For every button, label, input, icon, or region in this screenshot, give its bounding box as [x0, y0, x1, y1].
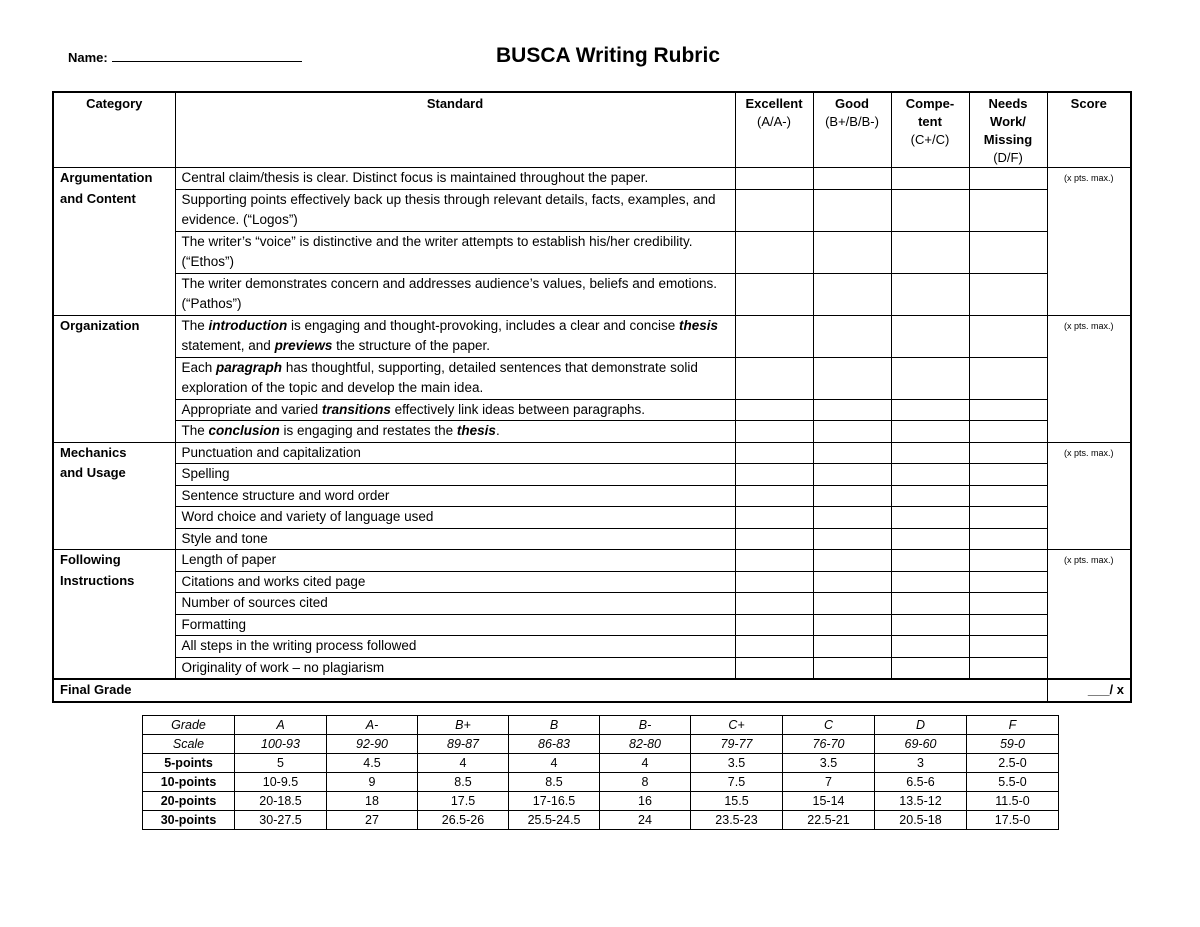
needs-work-cell[interactable]	[969, 273, 1047, 315]
scale-cell: 16	[600, 792, 691, 811]
scale-cell: 79-77	[691, 735, 783, 754]
excellent-cell[interactable]	[735, 464, 813, 486]
needs-work-cell[interactable]	[969, 189, 1047, 231]
competent-cell[interactable]	[891, 357, 969, 399]
category-label: Organization	[60, 317, 140, 333]
scale-cell: 23.5-23	[691, 811, 783, 830]
good-cell[interactable]	[813, 273, 891, 315]
scale-row-label: Grade	[143, 716, 235, 735]
category-mechanics	[53, 442, 175, 550]
standard-text: Spelling	[175, 464, 735, 486]
good-cell[interactable]	[813, 421, 891, 443]
excellent-grades: (A/A-)	[757, 114, 791, 129]
standard-text: Citations and works cited page	[175, 571, 735, 593]
rubric-row	[53, 189, 1131, 231]
good-cell[interactable]	[813, 442, 891, 464]
scale-cell: 8.5	[509, 773, 600, 792]
competent-cell[interactable]	[891, 550, 969, 572]
scale-cell: 4	[509, 754, 600, 773]
needs-label-2: Work/	[990, 114, 1026, 129]
scale-cell: 27	[327, 811, 418, 830]
page-title: BUSCA Writing Rubric	[496, 44, 720, 67]
good-cell[interactable]	[813, 464, 891, 486]
scale-cell: 17.5-0	[967, 811, 1059, 830]
needs-grades: (D/F)	[993, 150, 1023, 165]
rubric-row	[53, 614, 1131, 636]
scale-cell: B	[509, 716, 600, 735]
rubric-row	[53, 485, 1131, 507]
competent-cell[interactable]	[891, 507, 969, 529]
rubric-row	[53, 593, 1131, 615]
good-cell[interactable]	[813, 614, 891, 636]
rubric-row	[53, 421, 1131, 443]
competent-cell[interactable]	[891, 315, 969, 357]
competent-cell[interactable]	[891, 189, 969, 231]
scale-cell: 7.5	[691, 773, 783, 792]
standard-text: Central claim/thesis is clear. Distinct focus is maintained throughout the paper.	[175, 168, 735, 190]
scale-cell: 89-87	[418, 735, 509, 754]
rubric-row	[53, 636, 1131, 658]
excellent-cell[interactable]	[735, 550, 813, 572]
rubric-row	[53, 464, 1131, 486]
score-max-note: (x pts. max.)	[1063, 320, 1114, 331]
score-max-note: (x pts. max.)	[1063, 173, 1114, 183]
good-label: Good	[835, 96, 869, 111]
good-cell[interactable]	[813, 593, 891, 615]
rubric-table	[52, 91, 1132, 703]
standard-text: Appropriate and varied transitions effectively link ideas between paragraphs.	[175, 399, 735, 421]
scale-cell: 20.5-18	[875, 811, 967, 830]
competent-grades: (C+/C)	[910, 132, 950, 147]
col-header-excellent	[735, 92, 813, 168]
standard-text: Supporting points effectively back up thesis through relevant details, facts, examples, and evidence. (“Logos”)	[175, 189, 735, 231]
scale-cell: 3.5	[691, 754, 783, 773]
competent-cell[interactable]	[891, 571, 969, 593]
scale-cell: 7	[783, 773, 875, 792]
scale-cell: 22.5-21	[783, 811, 875, 830]
scale-cell: 6.5-6	[875, 773, 967, 792]
scale-cell: 3.5	[783, 754, 875, 773]
needs-work-cell[interactable]	[969, 614, 1047, 636]
category-organization	[53, 315, 175, 442]
col-header-score: Score	[1047, 92, 1131, 168]
excellent-cell[interactable]	[735, 485, 813, 507]
competent-cell[interactable]	[891, 399, 969, 421]
needs-work-cell[interactable]	[969, 168, 1047, 190]
needs-work-cell[interactable]	[969, 464, 1047, 486]
scale-cell: B+	[418, 716, 509, 735]
scale-cell: 26.5-26	[418, 811, 509, 830]
needs-work-cell[interactable]	[969, 231, 1047, 273]
good-cell[interactable]	[813, 231, 891, 273]
needs-work-cell[interactable]	[969, 442, 1047, 464]
scale-row-label: 20-points	[143, 792, 235, 811]
rubric-row	[53, 571, 1131, 593]
scale-cell: 30-27.5	[235, 811, 327, 830]
scale-cell: A	[235, 716, 327, 735]
competent-cell[interactable]	[891, 528, 969, 550]
scale-row-label: 30-points	[143, 811, 235, 830]
scale-cell: 5	[235, 754, 327, 773]
scale-cell: 2.5-0	[967, 754, 1059, 773]
excellent-cell[interactable]	[735, 231, 813, 273]
category-label: and Usage	[60, 465, 126, 480]
scale-cell: 15-14	[783, 792, 875, 811]
excellent-cell[interactable]	[735, 593, 813, 615]
good-cell[interactable]	[813, 357, 891, 399]
good-cell[interactable]	[813, 657, 891, 679]
scale-cell: 18	[327, 792, 418, 811]
needs-work-cell[interactable]	[969, 507, 1047, 529]
competent-cell[interactable]	[891, 421, 969, 443]
good-cell[interactable]	[813, 485, 891, 507]
col-header-category: Category	[53, 92, 175, 168]
name-field[interactable]	[68, 50, 302, 65]
rubric-row	[53, 357, 1131, 399]
scale-cell: 69-60	[875, 735, 967, 754]
scale-cell: 4	[418, 754, 509, 773]
standard-text: The introduction is engaging and thought-provoking, includes a clear and concise thesis statement, and previews the structure of the paper.	[175, 315, 735, 357]
needs-work-cell[interactable]	[969, 399, 1047, 421]
rubric-row	[53, 528, 1131, 550]
rubric-row	[53, 315, 1131, 357]
rubric-row	[53, 399, 1131, 421]
rubric-row	[53, 550, 1131, 572]
scale-cell: 76-70	[783, 735, 875, 754]
scale-cell: 11.5-0	[967, 792, 1059, 811]
needs-work-cell[interactable]	[969, 421, 1047, 443]
rubric-row	[53, 168, 1131, 190]
scale-cell: 92-90	[327, 735, 418, 754]
scale-cell: 86-83	[509, 735, 600, 754]
needs-work-cell[interactable]	[969, 528, 1047, 550]
category-label: Instructions	[60, 572, 135, 588]
excellent-cell[interactable]	[735, 168, 813, 190]
standard-text: Each paragraph has thoughtful, supporting, detailed sentences that demonstrate solid exploration of the topic and develop the main idea.	[175, 357, 735, 399]
scale-row-label: Scale	[143, 735, 235, 754]
final-grade-row	[53, 679, 1131, 702]
excellent-cell[interactable]	[735, 571, 813, 593]
scale-cell: 13.5-12	[875, 792, 967, 811]
scale-cell: 82-80	[600, 735, 691, 754]
scale-cell: 59-0	[967, 735, 1059, 754]
rubric-row	[53, 657, 1131, 679]
scale-cell: 3	[875, 754, 967, 773]
excellent-cell[interactable]	[735, 657, 813, 679]
excellent-cell[interactable]	[735, 636, 813, 658]
scale-cell: F	[967, 716, 1059, 735]
final-grade-score[interactable]: ___/ x	[1047, 679, 1131, 702]
category-label: Mechanics	[60, 444, 127, 460]
competent-cell[interactable]	[891, 464, 969, 486]
final-grade-label: Final Grade	[53, 679, 1047, 702]
scale-cell: 17.5	[418, 792, 509, 811]
excellent-cell[interactable]	[735, 507, 813, 529]
score-cell[interactable]	[1047, 168, 1131, 316]
competent-cell[interactable]	[891, 614, 969, 636]
category-argumentation	[53, 168, 175, 316]
scale-cell: 8.5	[418, 773, 509, 792]
scale-cell: 20-18.5	[235, 792, 327, 811]
scale-cell: 100-93	[235, 735, 327, 754]
needs-label: Needs	[988, 96, 1028, 111]
good-cell[interactable]	[813, 315, 891, 357]
score-cell[interactable]	[1047, 315, 1131, 442]
standard-text: Style and tone	[175, 528, 735, 550]
good-cell[interactable]	[813, 636, 891, 658]
category-label: Following	[60, 552, 121, 567]
scale-cell: C+	[691, 716, 783, 735]
rubric-row	[53, 507, 1131, 529]
scale-cell: C	[783, 716, 875, 735]
competent-cell[interactable]	[891, 636, 969, 658]
good-grades: (B+/B/B-)	[825, 114, 879, 129]
good-cell[interactable]	[813, 399, 891, 421]
needs-work-cell[interactable]	[969, 636, 1047, 658]
excellent-label: Excellent	[745, 96, 803, 111]
score-max-note: (x pts. max.)	[1063, 555, 1114, 565]
excellent-cell[interactable]	[735, 614, 813, 636]
needs-work-cell[interactable]	[969, 357, 1047, 399]
grading-scale-table	[142, 715, 1059, 830]
excellent-cell[interactable]	[735, 421, 813, 443]
standard-text: Originality of work – no plagiarism	[175, 657, 735, 679]
score-max-note: (x pts. max.)	[1063, 447, 1114, 458]
scale-cell: 8	[600, 773, 691, 792]
standard-text: All steps in the writing process followed	[175, 636, 735, 658]
standard-text: Formatting	[175, 614, 735, 636]
good-cell[interactable]	[813, 189, 891, 231]
scale-cell: D	[875, 716, 967, 735]
excellent-cell[interactable]	[735, 399, 813, 421]
competent-cell[interactable]	[891, 657, 969, 679]
standard-text: The conclusion is engaging and restates the thesis.	[175, 421, 735, 443]
category-following-instructions	[53, 550, 175, 680]
good-cell[interactable]	[813, 528, 891, 550]
standard-text: Sentence structure and word order	[175, 485, 735, 507]
name-label: Name:	[68, 50, 108, 65]
competent-label-2: tent	[918, 114, 942, 129]
scale-cell: 10-9.5	[235, 773, 327, 792]
standard-text: Length of paper	[175, 550, 735, 572]
col-header-good	[813, 92, 891, 168]
score-cell[interactable]	[1047, 550, 1131, 680]
scale-cell: 4	[600, 754, 691, 773]
rubric-row	[53, 231, 1131, 273]
needs-work-cell[interactable]	[969, 550, 1047, 572]
excellent-cell[interactable]	[735, 315, 813, 357]
needs-label-3: Missing	[983, 132, 1033, 147]
scale-row	[143, 773, 1059, 792]
standard-text: Number of sources cited	[175, 593, 735, 615]
name-blank-line[interactable]	[112, 50, 302, 62]
standard-text: The writer’s “voice” is distinctive and the writer attempts to establish his/her credibility. (“Ethos”)	[175, 231, 735, 273]
scale-cell: 17-16.5	[509, 792, 600, 811]
scale-cell: B-	[600, 716, 691, 735]
standard-text: Word choice and variety of language used	[175, 507, 735, 529]
good-cell[interactable]	[813, 571, 891, 593]
scale-row	[143, 754, 1059, 773]
rubric-row	[53, 273, 1131, 315]
excellent-cell[interactable]	[735, 442, 813, 464]
needs-work-cell[interactable]	[969, 485, 1047, 507]
scale-row	[143, 811, 1059, 830]
competent-cell[interactable]	[891, 273, 969, 315]
scale-cell: 15.5	[691, 792, 783, 811]
competent-cell[interactable]	[891, 231, 969, 273]
competent-cell[interactable]	[891, 485, 969, 507]
good-cell[interactable]	[813, 507, 891, 529]
needs-work-cell[interactable]	[969, 571, 1047, 593]
scale-row	[143, 716, 1059, 735]
good-cell[interactable]	[813, 168, 891, 190]
col-header-competent	[891, 92, 969, 168]
scale-row	[143, 792, 1059, 811]
standard-text: The writer demonstrates concern and addresses audience’s values, beliefs and emotions. (“Pathos”)	[175, 273, 735, 315]
needs-work-cell[interactable]	[969, 657, 1047, 679]
needs-work-cell[interactable]	[969, 315, 1047, 357]
competent-cell[interactable]	[891, 593, 969, 615]
competent-label: Compe-	[905, 96, 955, 111]
excellent-cell[interactable]	[735, 357, 813, 399]
col-header-standard: Standard	[175, 92, 735, 168]
excellent-cell[interactable]	[735, 189, 813, 231]
needs-work-cell[interactable]	[969, 593, 1047, 615]
excellent-cell[interactable]	[735, 273, 813, 315]
scale-cell: 5.5-0	[967, 773, 1059, 792]
scale-cell: 25.5-24.5	[509, 811, 600, 830]
scale-cell: 4.5	[327, 754, 418, 773]
score-cell[interactable]	[1047, 442, 1131, 550]
scale-cell: 24	[600, 811, 691, 830]
category-label: Argumentation	[60, 170, 153, 185]
scale-row-label: 10-points	[143, 773, 235, 792]
category-label: and Content	[60, 190, 136, 206]
scale-row	[143, 735, 1059, 754]
rubric-row	[53, 442, 1131, 464]
excellent-cell[interactable]	[735, 528, 813, 550]
good-cell[interactable]	[813, 550, 891, 572]
standard-text: Punctuation and capitalization	[175, 442, 735, 464]
scale-cell: 9	[327, 773, 418, 792]
competent-cell[interactable]	[891, 168, 969, 190]
rubric-header-row	[53, 92, 1131, 168]
col-header-needs-work	[969, 92, 1047, 168]
scale-row-label: 5-points	[143, 754, 235, 773]
competent-cell[interactable]	[891, 442, 969, 464]
scale-cell: A-	[327, 716, 418, 735]
